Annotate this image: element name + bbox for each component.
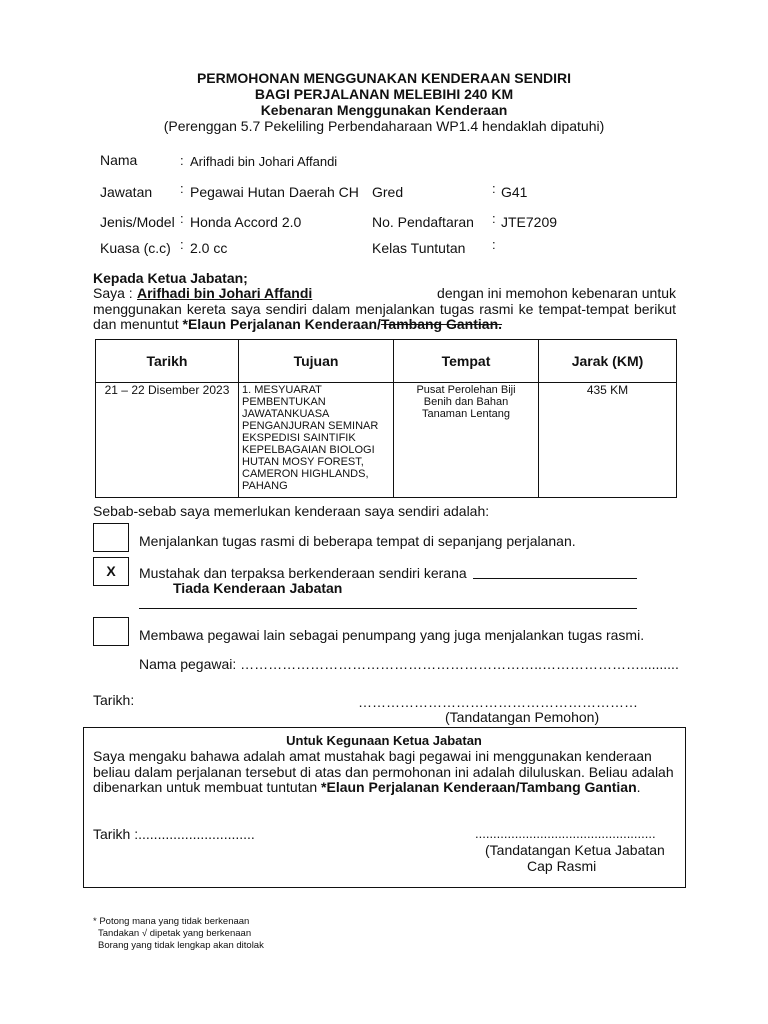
model-colon: : <box>180 211 184 226</box>
jawatan-label: Jawatan <box>100 184 153 200</box>
cell-tarikh: 21 – 22 Disember 2023 <box>96 383 239 498</box>
applicant-signature-caption: (Tandatangan Pemohon) <box>445 709 600 725</box>
pendaftaran-value: JTE7209 <box>501 214 558 230</box>
office-line2: beliau dalam perjalanan tersebut di atas dan permohonan ini adalah diluluskan. Beliau adalah <box>93 764 674 780</box>
kuasa-label: Kuasa (c.c) <box>100 240 171 256</box>
applicant-name: Arifhadi bin Johari Affandi <box>137 285 313 301</box>
claim-option-elaun: *Elaun Perjalanan Kenderaan/ <box>182 316 381 332</box>
nama-colon: : <box>180 153 184 168</box>
applicant-signature-line[interactable]: …………………………………………………… <box>358 694 638 710</box>
reason3-checkbox[interactable] <box>93 617 129 646</box>
office-line3-suffix: . <box>636 779 641 795</box>
saya-prefix: Saya : <box>93 285 133 301</box>
gred-value: G41 <box>501 184 528 200</box>
office-line3 <box>93 779 641 795</box>
gred-colon: : <box>492 181 496 196</box>
col-tempat: Tempat <box>394 340 539 383</box>
tarikh-label: Tarikh: <box>93 692 135 708</box>
gred-label: Gred <box>372 184 404 200</box>
tujuan-line: PEMBENTUKAN <box>242 396 326 408</box>
reason2-second-line <box>139 608 637 609</box>
footnote-incomplete: Borang yang tidak lengkap akan ditolak <box>98 940 264 951</box>
footnote-tick: Tandakan √ dipetak yang berkenaan <box>98 928 252 939</box>
form-title-line1: PERMOHONAN MENGGUNAKAN KENDERAAN SENDIRI <box>196 70 572 86</box>
reason3-label: Membawa pegawai lain sebagai penumpang yang juga menjalankan tugas rasmi. <box>139 627 645 643</box>
footnote-strike: * Potong mana yang tidak berkenaan <box>93 916 250 927</box>
model-label: Jenis/Model <box>100 214 175 230</box>
kuasa-value: 2.0 cc <box>190 240 228 256</box>
tujuan-line: EKSPEDISI SAINTIFIK <box>242 432 356 444</box>
nama-pegawai-field[interactable]: Nama pegawai: ………………………………………………………..………………….......... <box>139 656 679 672</box>
reason2-label: Mustahak dan terpaksa berkenderaan sendiri kerana <box>139 565 467 581</box>
reason2-detail: Tiada Kenderaan Jabatan <box>173 580 343 596</box>
cell-tempat <box>394 383 539 498</box>
kelas-label: Kelas Tuntutan <box>372 240 466 256</box>
tempat-line: Pusat Perolehan Biji <box>416 384 516 396</box>
jawatan-value: Pegawai Hutan Daerah CH <box>190 184 359 200</box>
head-signature-line[interactable]: .................................................. <box>475 826 656 841</box>
tujuan-line: 1. MESYUARAT <box>242 384 322 396</box>
tujuan-line: JAWATANKUASA <box>242 408 330 420</box>
nama-value: Arifhadi bin Johari Affandi <box>190 154 338 169</box>
cell-jarak: 435 KM <box>539 383 677 498</box>
col-jarak: Jarak (KM) <box>539 340 677 383</box>
office-line3-prefix: dibenarkan untuk membuat tuntutan <box>93 779 318 795</box>
form-title-line2: BAGI PERJALANAN MELEBIHI 240 KM <box>254 86 514 102</box>
col-tarikh: Tarikh <box>96 340 239 383</box>
col-tujuan: Tujuan <box>239 340 394 383</box>
tujuan-line: HUTAN MOSY FOREST, <box>242 456 364 468</box>
saya-suffix: dengan ini memohon kebenaran untuk <box>437 285 676 301</box>
nama-label: Nama <box>100 152 138 168</box>
official-stamp-caption: Cap Rasmi <box>527 858 597 874</box>
kelas-colon: : <box>492 237 496 252</box>
form-reference: (Perenggan 5.7 Pekeliling Perbendaharaan WP1.4 hendaklah dipatuhi) <box>163 118 605 134</box>
form-subtitle: Kebenaran Menggunakan Kenderaan <box>260 102 508 118</box>
office-claim-type: *Elaun Perjalanan Kenderaan/Tambang Gantian <box>321 779 637 795</box>
tempat-line: Tanaman Lentang <box>421 408 511 420</box>
tujuan-line: PAHANG <box>242 480 288 492</box>
reason2-checkbox[interactable]: X <box>93 557 129 586</box>
claim-option-tambang: Tambang Gantian. <box>380 316 503 332</box>
reason1-label: Menjalankan tugas rasmi di beberapa tempat di sepanjang perjalanan. <box>139 533 576 549</box>
letter-recipient: Kepada Ketua Jabatan; <box>93 270 248 286</box>
letter-line3 <box>93 316 502 332</box>
pendaftaran-label: No. Pendaftaran <box>372 214 474 230</box>
trip-table <box>95 339 677 498</box>
head-signature-caption: (Tandatangan Ketua Jabatan <box>485 842 665 858</box>
tempat-line: Benih dan Bahan <box>423 396 509 408</box>
reason2-blank-line <box>473 578 637 579</box>
tujuan-line: PENGANJURAN SEMINAR <box>242 420 379 432</box>
jawatan-colon: : <box>180 181 184 196</box>
claim-prefix: dan menuntut <box>93 316 179 332</box>
office-line1: Saya mengaku bahawa adalah amat mustahak bagi pegawai ini menggunakan kenderaan <box>93 748 652 764</box>
kuasa-colon: : <box>180 237 184 252</box>
office-use-title: Untuk Kegunaan Ketua Jabatan <box>286 733 482 748</box>
pendaftaran-colon: : <box>492 211 496 226</box>
tujuan-line: KEPELBAGAIAN BIOLOGI <box>242 444 375 456</box>
letter-line2: menggunakan kereta saya sendiri dalam menjalankan tugas rasmi ke tempat-tempat berikut <box>93 301 676 317</box>
reason1-checkbox[interactable] <box>93 523 129 552</box>
cell-tujuan <box>239 383 394 498</box>
office-tarikh-field[interactable]: Tarikh :.............................. <box>93 826 255 842</box>
table-row <box>96 383 677 498</box>
model-value: Honda Accord 2.0 <box>190 214 302 230</box>
tujuan-line: CAMERON HIGHLANDS, <box>242 468 369 480</box>
reasons-intro: Sebab-sebab saya memerlukan kenderaan saya sendiri adalah: <box>93 503 490 519</box>
